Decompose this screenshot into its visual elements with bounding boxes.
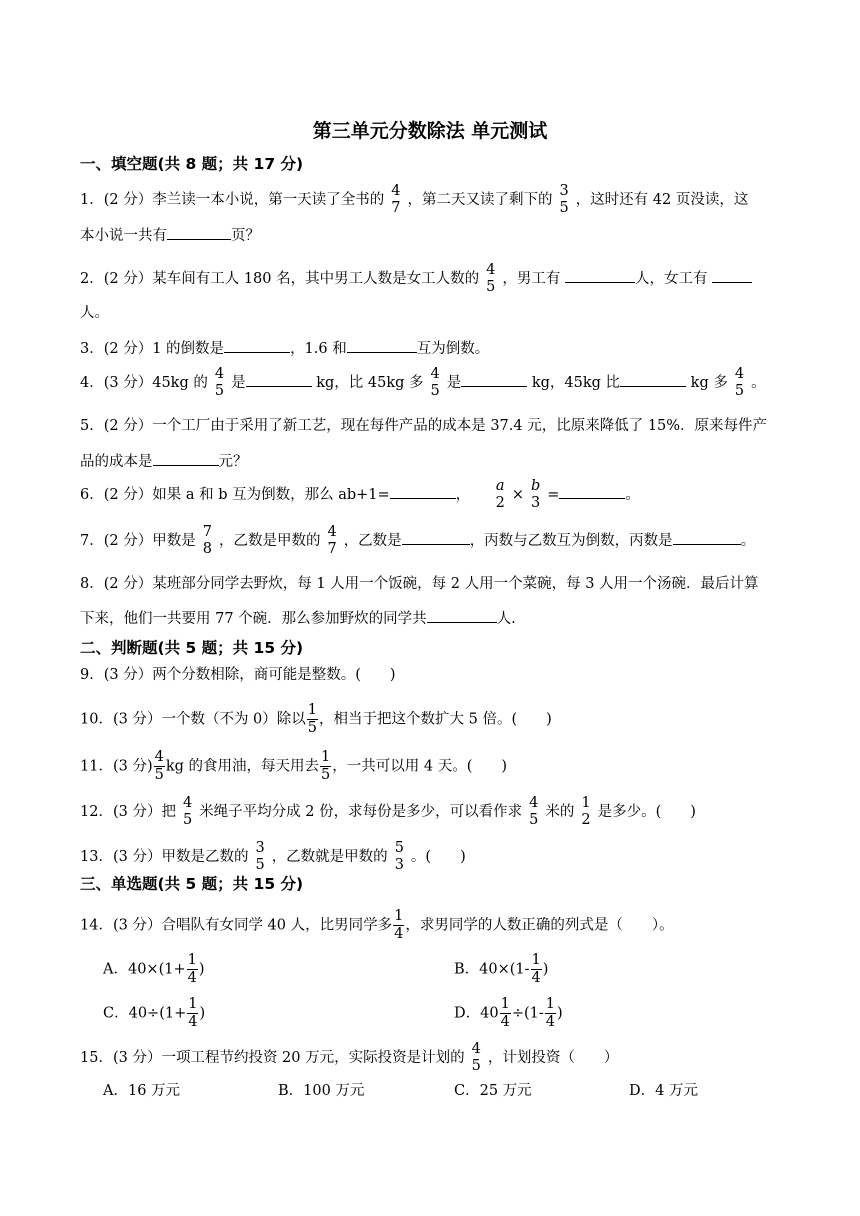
fraction: 4 7 <box>391 183 401 216</box>
question-9: 9．(3 分）两个分数相除，商可能是整数。( ) <box>80 667 396 683</box>
question-5-line-2: 品的成本是 元？ <box>80 451 248 472</box>
question-12: 12．(3 分）把 4 5 米绳子平均分成 2 份，求每份是多少，可以看作求 4 5 米的 1 2 是多少。( ) <box>80 795 696 828</box>
question-8-line-1: 8．(2 分）某班部分同学去野炊，每 1 人用一个饭碗，每 2 人用一个菜碗，每 3 人用一个汤碗．最后计算 <box>80 576 759 592</box>
fraction: $\frac{1}{5}$ <box>321 749 331 783</box>
fraction: $\frac{1}{4}$ <box>531 952 541 986</box>
question-2-line-1: 2．(2 分）某车间有工人 180 名，其中男工人数是女工人数的 4 5 ，男工有 人，女工有 <box>80 262 752 296</box>
answer-blank[interactable] <box>402 530 470 545</box>
fraction: 3 5 <box>255 840 265 873</box>
fraction: 1 2 <box>581 795 591 828</box>
option-c[interactable]: C．40÷(1+ $\frac{1}{4}$ ) <box>103 996 206 1030</box>
section-heading-true-false: 二、判断题(共 5 题；共 15 分) <box>80 639 304 657</box>
fraction: $\frac{1}{4}$ <box>500 996 510 1030</box>
fraction: $\frac{1}{4}$ <box>188 996 198 1030</box>
fraction: $\frac{1}{4}$ <box>187 952 197 986</box>
fraction: 4 5 <box>214 366 225 399</box>
option-d[interactable]: D．4 万元 <box>629 1083 698 1099</box>
question-1-line-2: 本小说一共有 页？ <box>80 225 260 246</box>
fraction: $\frac{1}{4}$ <box>394 908 404 942</box>
fraction: $\frac{1}{4}$ <box>545 996 555 1030</box>
answer-blank[interactable] <box>461 372 527 387</box>
option-d[interactable]: D．40 $\frac{1}{4}$ ÷(1- $\frac{1}{4}$ ) <box>454 996 563 1030</box>
answer-blank[interactable] <box>559 484 625 499</box>
question-5-line-1: 5．(2 分）一个工厂由于采用了新工艺，现在每件产品的成本是 37.4 元，比原来降低了 15%．原来每件产 <box>80 418 768 434</box>
answer-blank[interactable] <box>673 530 741 545</box>
answer-blank[interactable] <box>390 484 456 499</box>
answer-blank[interactable] <box>347 338 417 353</box>
fraction: 7 8 <box>202 524 212 557</box>
fraction: 3 5 <box>559 183 569 216</box>
fraction: 4 5 <box>430 366 440 399</box>
answer-blank[interactable] <box>246 372 312 387</box>
option-a[interactable]: A．16 万元 <box>103 1083 181 1099</box>
option-a[interactable]: A．40×(1+ $\frac{1}{4}$ ) <box>103 952 205 986</box>
question-4: 4．(3 分）45kg 的 4 5 是 kg，比 45kg 多 4 5 是 kg，45kg 比 kg 多 4 5 。 <box>80 366 766 399</box>
answer-blank[interactable] <box>427 608 497 623</box>
question-6: 6．(2 分）如果 a 和 b 互为倒数，那么 ab+1= ， a 2 × b 3 = 。 <box>80 478 640 511</box>
fraction: 4 5 <box>471 1041 481 1074</box>
fraction: b 3 <box>530 478 541 511</box>
section-heading-fill-in: 一、填空题(共 8 题；共 17 分) <box>80 155 304 173</box>
option-c[interactable]: C．25 万元 <box>454 1083 532 1099</box>
answer-blank[interactable] <box>620 372 686 387</box>
answer-blank[interactable] <box>712 268 752 283</box>
section-heading-multiple-choice: 三、单选题(共 5 题；共 15 分) <box>80 875 304 893</box>
fraction: 4 5 <box>529 795 539 828</box>
option-b[interactable]: B．40×(1- $\frac{1}{4}$ ) <box>454 952 549 986</box>
question-1-line-1: 1．(2 分）李兰读一本小说，第一天读了全书的 4 7 ，第二天又读了剩下的 3 5 ，这时还有 42 页没读，这 <box>80 183 749 216</box>
question-11: 11．(3 分) $\frac{4}{5}$ kg 的食用油，每天用去 $\frac{1}{5}$ ，一共可以用 4 天。( ) <box>80 749 508 783</box>
fraction: a 2 <box>495 478 505 511</box>
fraction: 5 3 <box>394 840 404 873</box>
question-15: 15．(3 分）一项工程节约投资 20 万元，实际投资是计划的 4 5 ，计划投资（ ） <box>80 1041 619 1074</box>
fraction: $\frac{4}{5}$ <box>154 749 164 783</box>
fraction: 4 5 <box>734 366 745 399</box>
question-14: 14．(3 分）合唱队有女同学 40 人，比男同学多 $\frac{1}{4}$ ，求男同学的人数正确的列式是（ ）。 <box>80 908 674 942</box>
fraction: $\frac{1}{5}$ <box>307 702 318 736</box>
question-10: 10．(3 分）一个数（不为 0）除以 $\frac{1}{5}$ ，相当于把这个数扩大 5 倍。( ) <box>80 702 552 736</box>
fraction: 4 5 <box>182 795 193 828</box>
page-title: 第三单元分数除法 单元测试 <box>312 120 548 142</box>
answer-blank[interactable] <box>224 338 290 353</box>
answer-blank[interactable] <box>565 268 635 283</box>
answer-blank[interactable] <box>153 451 219 466</box>
question-13: 13．(3 分）甲数是乙数的 3 5 ，乙数就是甲数的 5 3 。( ) <box>80 840 466 873</box>
fraction: 4 5 <box>486 262 496 295</box>
option-b[interactable]: B．100 万元 <box>278 1083 365 1099</box>
question-2-line-2: 人。 <box>80 305 109 321</box>
question-8-line-2: 下来，他们一共要用 77 个碗．那么参加野炊的同学共 人. <box>80 608 516 629</box>
answer-blank[interactable] <box>167 225 231 240</box>
question-3: 3．(2 分）1 的倒数是 ，1.6 和 互为倒数。 <box>80 338 489 359</box>
fraction: 4 7 <box>327 524 337 557</box>
question-7: 7．(2 分）甲数是 7 8 ，乙数是甲数的 4 7 ，乙数是 ，丙数与乙数互为倒数，丙数是 。 <box>80 524 756 557</box>
